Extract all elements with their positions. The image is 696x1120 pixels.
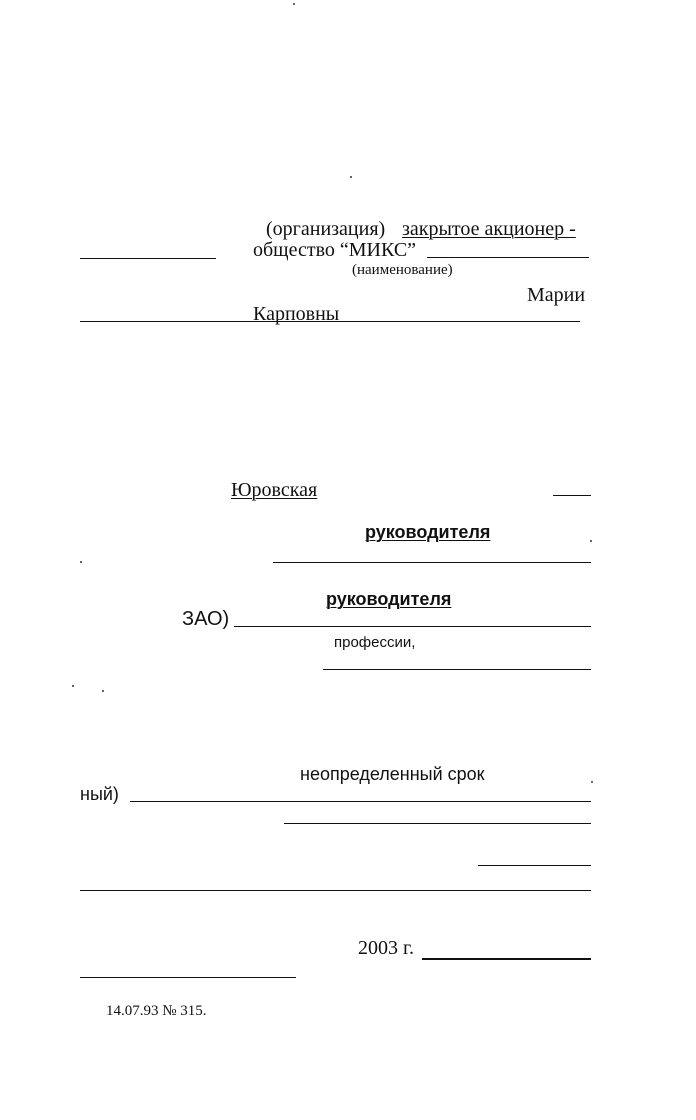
speck bbox=[80, 561, 82, 563]
position-field-2: руководителя bbox=[326, 589, 452, 609]
blank-line bbox=[478, 865, 591, 866]
speck bbox=[102, 690, 104, 692]
position-field-1: руководителя bbox=[365, 522, 491, 542]
signature-underline bbox=[422, 958, 591, 960]
organization-name-part2: общество “МИКС” bbox=[253, 239, 417, 261]
company-abbreviation: ЗАО) bbox=[182, 608, 230, 630]
speck bbox=[72, 685, 74, 687]
footnote-separator bbox=[80, 977, 296, 978]
organization-name-underline bbox=[427, 257, 589, 258]
employment-term-suffix: ный) bbox=[80, 784, 119, 804]
employee-patronymic: Карповны bbox=[253, 303, 340, 325]
speck bbox=[293, 3, 295, 5]
speck bbox=[590, 540, 592, 542]
blank-line bbox=[553, 495, 591, 496]
term-underline bbox=[130, 801, 591, 802]
organization-name-part1: закрытое акционер - bbox=[402, 218, 576, 240]
organization-name-caption: (наименование) bbox=[352, 262, 453, 278]
organization-label: (организация) bbox=[266, 218, 386, 240]
blank-line bbox=[284, 823, 591, 824]
footnote-reference: 14.07.93 № 315. bbox=[106, 1003, 207, 1019]
profession-underline bbox=[323, 669, 591, 670]
position-underline-2 bbox=[234, 626, 591, 627]
employment-term: неопределенный срок bbox=[300, 764, 485, 784]
blank-line bbox=[80, 890, 591, 891]
profession-caption: профессии, bbox=[334, 634, 416, 651]
blank-line bbox=[80, 258, 216, 259]
signature-year: 2003 г. bbox=[358, 937, 414, 959]
employee-first-name: Марии bbox=[527, 284, 586, 306]
speck bbox=[591, 781, 593, 783]
position-underline-1 bbox=[273, 562, 591, 563]
employee-surname: Юровская bbox=[231, 479, 318, 501]
speck bbox=[350, 176, 352, 178]
